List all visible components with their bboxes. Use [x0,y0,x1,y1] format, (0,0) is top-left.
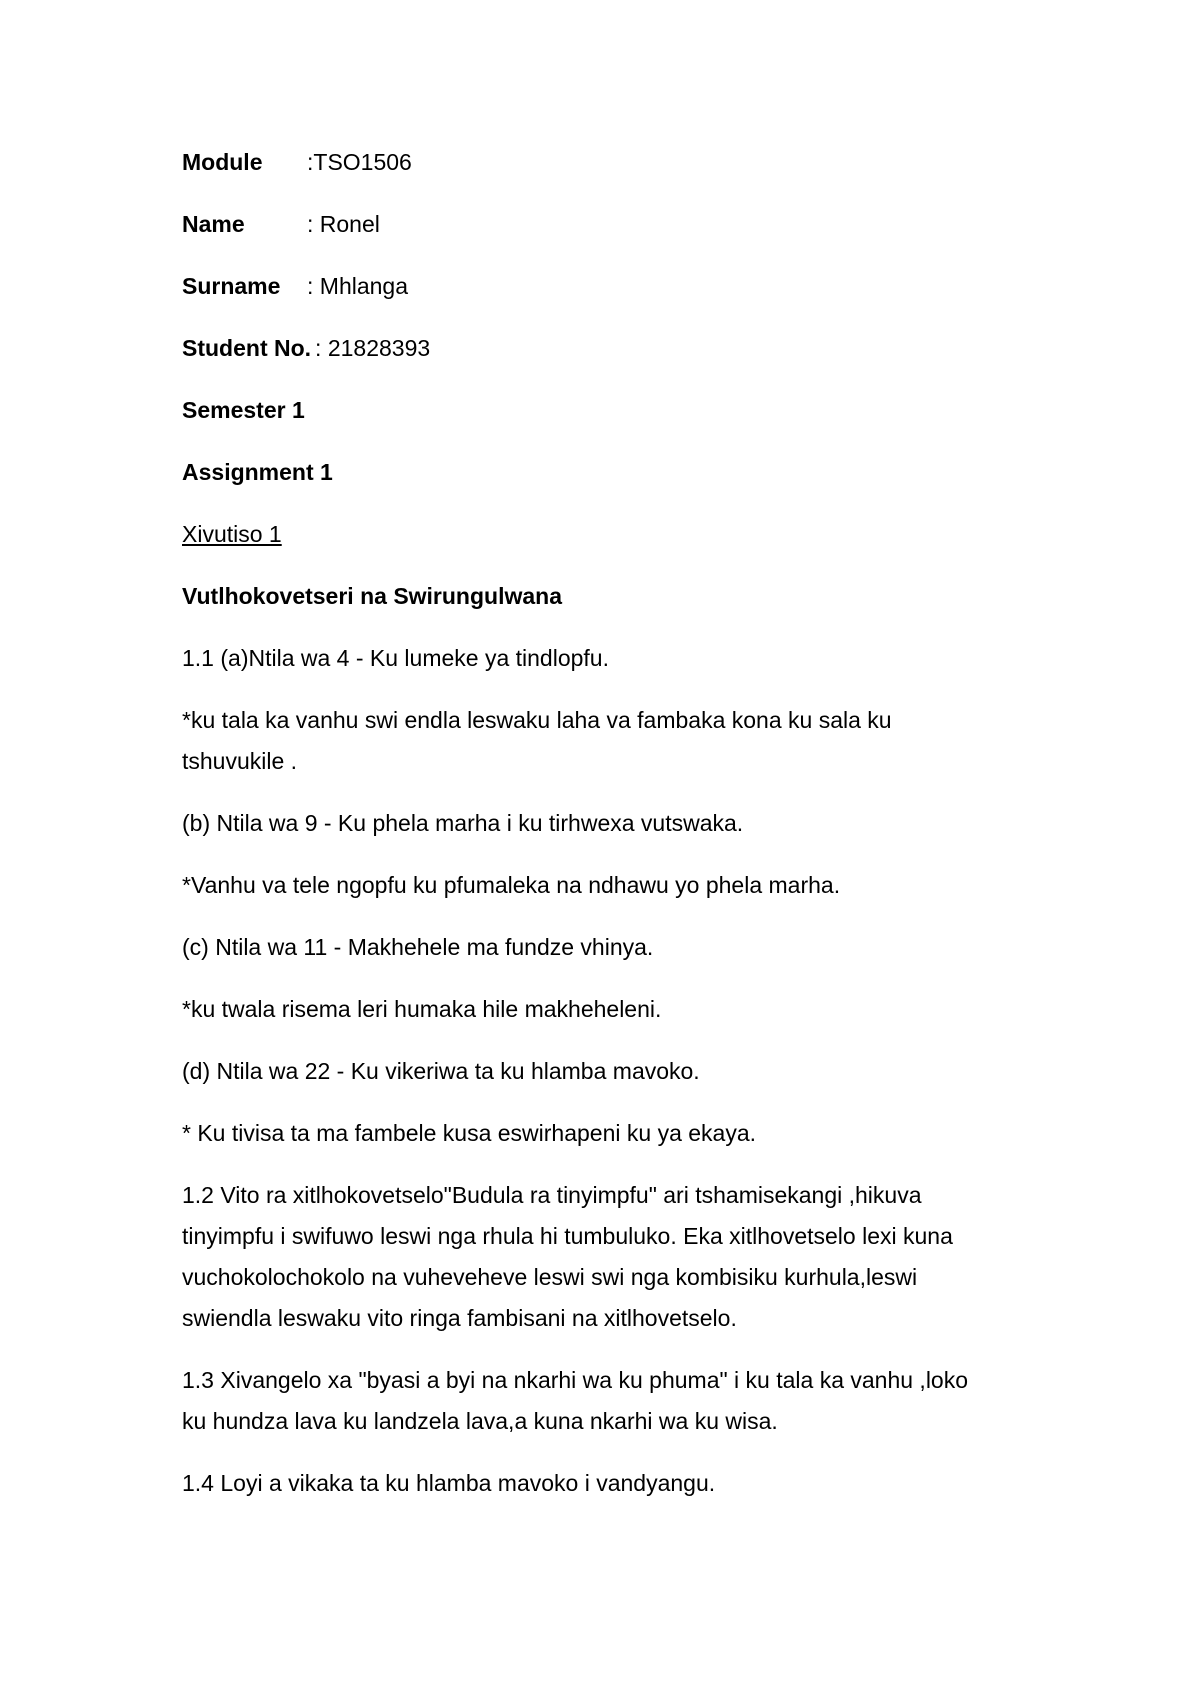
module-row [182,142,1042,183]
surname-row [182,266,1042,307]
answer-paragraph [182,865,1042,906]
answer-paragraph [182,1051,1042,1092]
answer-line: 1.4 Loyi a vikaka ta ku hlamba mavoko i vandyangu. [182,1470,716,1496]
surname-label: Surname [182,273,281,299]
answer-line: 1.3 Xivangelo xa "byasi a byi na nkarhi wa ku phuma" i ku tala ka vanhu ,loko [182,1367,969,1393]
answer-paragraph [182,1113,1042,1154]
answer-line: vuchokolochokolo na vuheveheve leswi swi nga kombisiku kurhula,leswi [182,1264,918,1290]
module-value: :TSO1506 [307,149,412,175]
answer-paragraph [182,1175,1042,1339]
section-heading: Vutlhokovetseri na Swirungulwana [182,583,562,609]
semester-heading: Semester 1 [182,397,305,423]
answer-line: tinyimpfu i swifuwo leswi nga rhula hi tumbuluko. Eka xitlhovetselo lexi kuna [182,1223,953,1249]
question-title: Xivutiso 1 [182,521,282,547]
answer-line: 1.1 (a)Ntila wa 4 - Ku lumeke ya tindlopfu. [182,645,609,671]
answer-paragraph [182,1463,1042,1504]
answer-paragraph [182,803,1042,844]
surname-value: : Mhlanga [307,273,409,299]
module-label: Module [182,149,263,175]
answer-paragraph [182,927,1042,968]
document-content [182,142,1042,1525]
answer-line: swiendla leswaku vito ringa fambisani na xitlhovetselo. [182,1305,737,1331]
answer-line: *ku twala risema leri humaka hile makheheleni. [182,996,662,1022]
name-label: Name [182,211,245,237]
assignment-heading: Assignment 1 [182,459,333,485]
answer-line: 1.2 Vito ra xitlhokovetselo"Budula ra tinyimpfu" ari tshamisekangi ,hikuva [182,1182,922,1208]
answer-line: tshuvukile . [182,748,298,774]
answers-list [182,638,1042,1504]
answer-line: (c) Ntila wa 11 - Makhehele ma fundze vhinya. [182,934,654,960]
answer-line: * Ku tivisa ta ma fambele kusa eswirhapeni ku ya ekaya. [182,1120,757,1146]
student-no-row [182,328,1042,369]
name-row [182,204,1042,245]
answer-line: (b) Ntila wa 9 - Ku phela marha i ku tirhwexa vutswaka. [182,810,744,836]
answer-line: *ku tala ka vanhu swi endla leswaku laha va fambaka kona ku sala ku [182,707,892,733]
answer-line: (d) Ntila wa 22 - Ku vikeriwa ta ku hlamba mavoko. [182,1058,700,1084]
answer-paragraph [182,700,1042,782]
student-no-label: Student No. [182,335,312,361]
answer-paragraph [182,638,1042,679]
name-value: : Ronel [307,211,380,237]
answer-paragraph [182,1360,1042,1442]
answer-line: *Vanhu va tele ngopfu ku pfumaleka na ndhawu yo phela marha. [182,872,841,898]
answer-paragraph [182,989,1042,1030]
student-no-value: : 21828393 [315,335,431,361]
answer-line: ku hundza lava ku landzela lava,a kuna nkarhi wa ku wisa. [182,1408,778,1434]
